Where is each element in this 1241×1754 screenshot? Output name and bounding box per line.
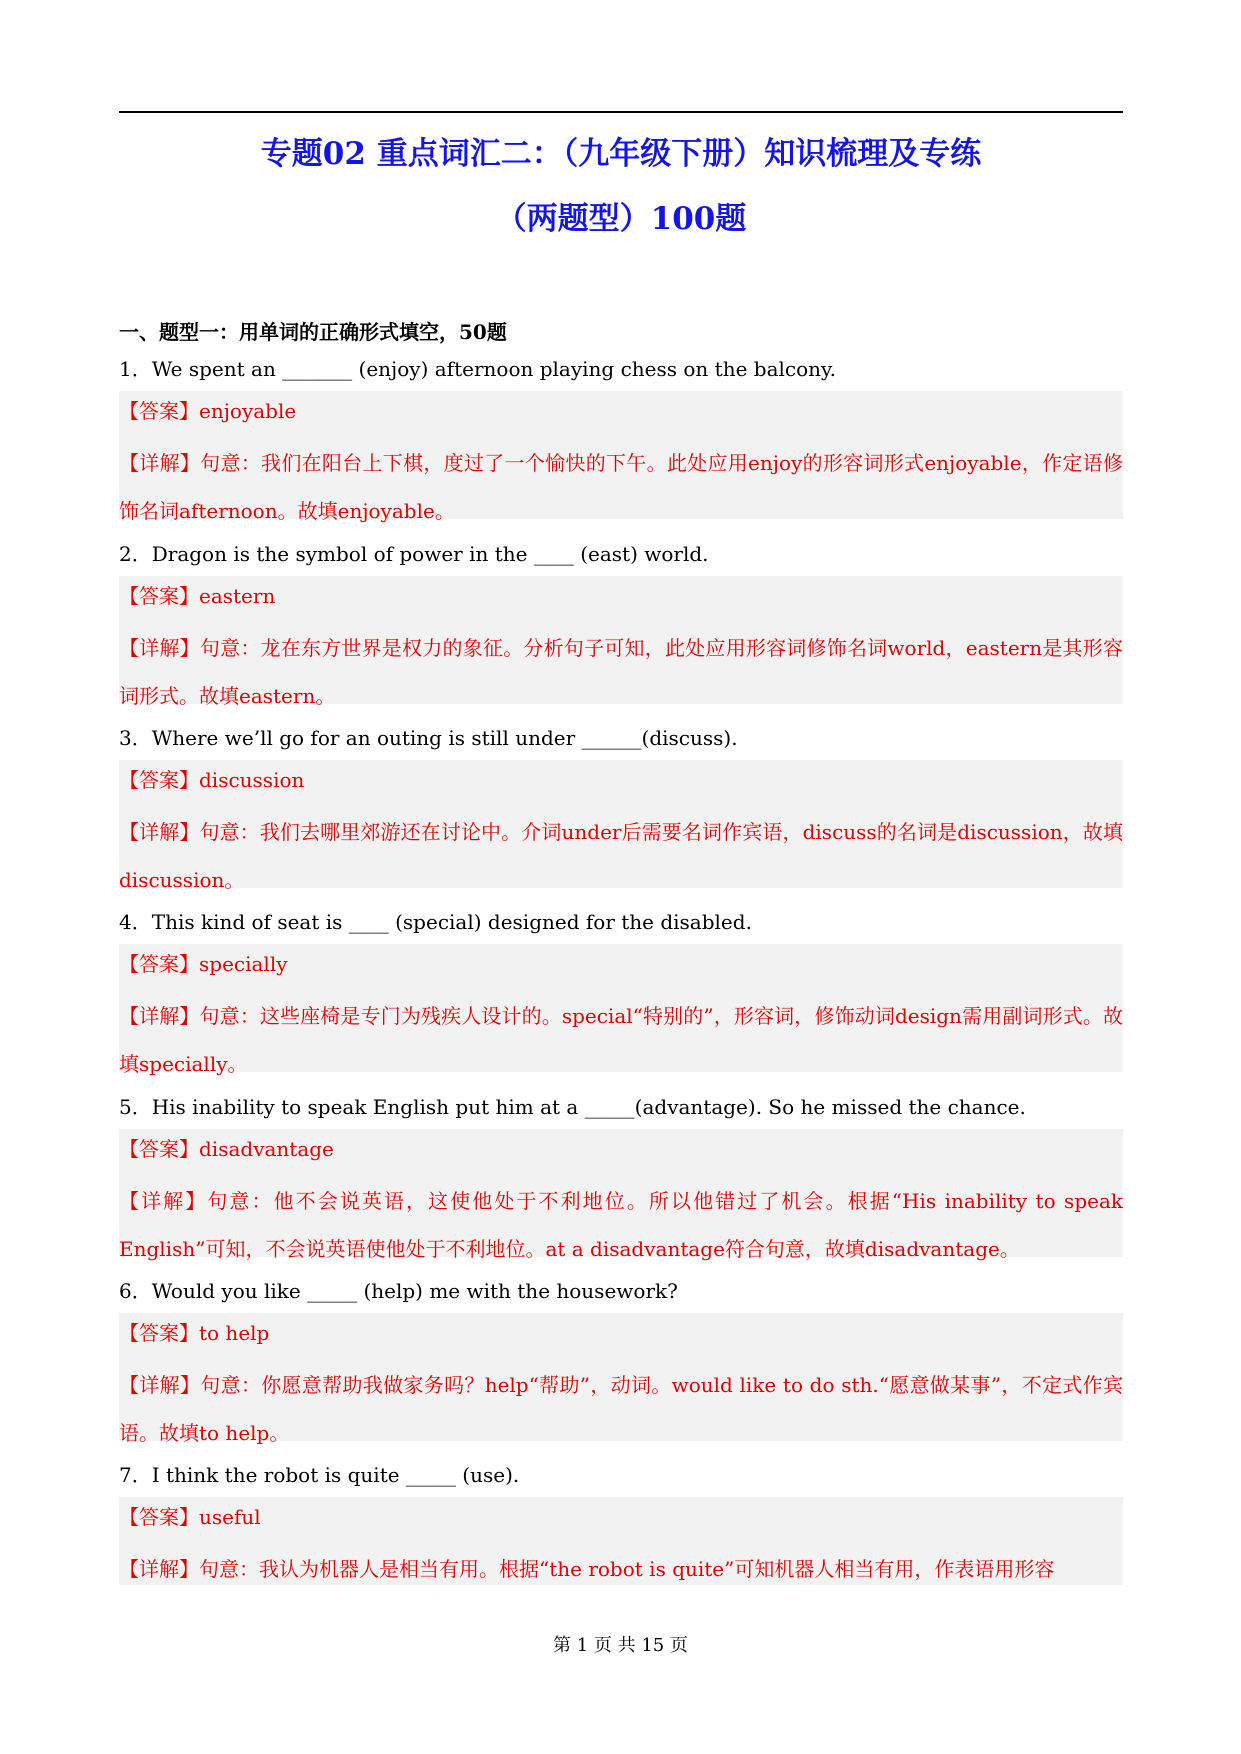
answer-text: 【答案】discussion: [119, 768, 305, 792]
question-text: 7．I think the robot is quite _____ (use).: [119, 1463, 520, 1487]
explanation-text: 【详解】句意：这些座椅是专门为残疾人设计的。special“特别的”，形容词，修饰动词design需用副词形式。故填specially。: [119, 1004, 1123, 1076]
explanation-text: 【详解】句意：我认为机器人是相当有用。根据“the robot is quite”可知机器人相当有用，作表语用形容: [119, 1557, 1055, 1581]
answer-text: 【答案】eastern: [119, 584, 276, 608]
explanation-text: 【详解】句意：我们在阳台上下棋，度过了一个愉快的下午。此处应用enjoy的形容词形式enjoyable，作定语修饰名词afternoon。故填enjoyable。: [119, 451, 1123, 523]
question-item: [119, 893, 1123, 1076]
question-text: 3．Where we’ll go for an outing is still under ______(discuss).: [119, 726, 738, 750]
question-item: [119, 709, 1123, 892]
question-item: [119, 1078, 1123, 1261]
answer-box: [119, 1313, 1123, 1445]
question-text: 5．His inability to speak English put him at a _____(advantage). So he missed the chance.: [119, 1095, 1026, 1119]
page-footer: 第 1 页 共 15 页: [553, 1635, 688, 1656]
answer-text: 【答案】enjoyable: [119, 399, 297, 423]
answer-box: [119, 576, 1123, 708]
document-title-line-2: （两题型）100题: [495, 201, 747, 237]
explanation-text: 【详解】句意：龙在东方世界是权力的象征。分析句子可知，此处应用形容词修饰名词world，eastern是其形容词形式。故填eastern。: [119, 636, 1123, 708]
question-text: 4．This kind of seat is ____ (special) designed for the disabled.: [119, 910, 752, 934]
section-heading: 一、题型一：用单词的正确形式填空，50题: [119, 320, 507, 344]
question-text: 2．Dragon is the symbol of power in the ____ (east) world.: [119, 542, 709, 566]
document-title-line-1: 专题02 重点词汇二：（九年级下册）知识梳理及专练: [260, 136, 982, 172]
explanation-text: 【详解】句意：他不会说英语，这使他处于不利地位。所以他错过了机会。根据“His inability to speak English”可知，不会说英语使他处于不利地位。at a disadvantage符合句意，故填disadvantage。: [119, 1189, 1123, 1261]
question-text: 1．We spent an _______ (enjoy) afternoon playing chess on the balcony.: [119, 357, 837, 381]
question-text: 6．Would you like _____ (help) me with the housework?: [119, 1279, 678, 1303]
answer-box: [119, 760, 1123, 892]
answer-box: [119, 391, 1123, 523]
answer-text: 【答案】disadvantage: [119, 1137, 334, 1161]
top-rule: [119, 111, 1123, 113]
answer-text: 【答案】to help: [119, 1321, 270, 1345]
answer-box: [119, 1129, 1123, 1261]
explanation-text: 【详解】句意：我们去哪里郊游还在讨论中。介词under后需要名词作宾语，discuss的名词是discussion，故填discussion。: [119, 820, 1123, 892]
question-item: [119, 525, 1123, 708]
question-item: [119, 1446, 1123, 1585]
question-item: [119, 1262, 1123, 1445]
answer-box: [119, 1497, 1123, 1585]
explanation-text: 【详解】句意：你愿意帮助我做家务吗？help“帮助”，动词。would like to do sth.“愿意做某事”，不定式作宾语。故填to help。: [119, 1373, 1123, 1445]
question-item: [119, 340, 1123, 523]
answer-box: [119, 944, 1123, 1076]
answer-text: 【答案】specially: [119, 952, 288, 976]
answer-text: 【答案】useful: [119, 1505, 261, 1529]
